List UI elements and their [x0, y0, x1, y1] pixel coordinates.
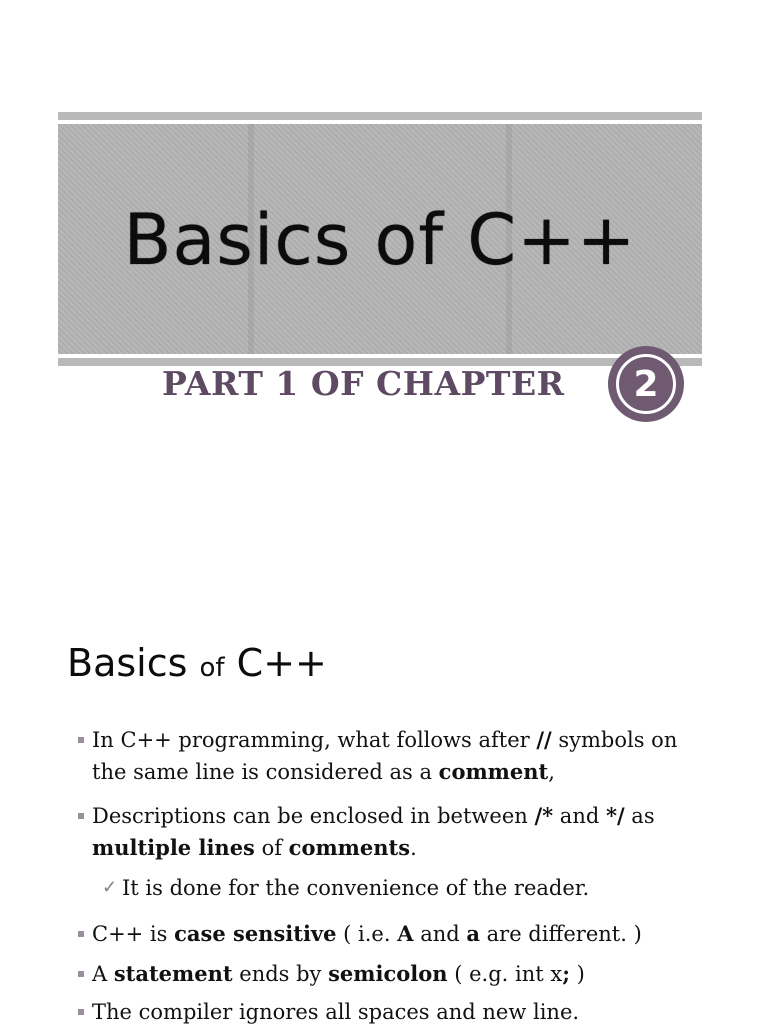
bullet-multiline-comment: [92, 800, 712, 864]
bullet-text: In C++ programming, what follows after: [92, 728, 537, 752]
bullet-text: The compiler ignores all spaces and new line.: [92, 1000, 580, 1024]
sub-bullet-reader: [102, 872, 722, 904]
bullet-case-sensitive: [92, 918, 712, 950]
heading-part-basics: Basics: [67, 641, 188, 685]
bullet-emphasis: case sensitive: [174, 921, 337, 946]
title-band-top-line: [58, 112, 702, 120]
bullet-text: ( e.g. int x: [447, 962, 563, 986]
chapter-number: 2: [616, 354, 676, 414]
bullet-comment: [92, 724, 712, 788]
bullet-text: ,: [548, 760, 555, 784]
bullet-text: ( i.e.: [336, 922, 398, 946]
bullet-text: and: [553, 804, 606, 828]
bullet-emphasis: statement: [113, 961, 233, 986]
bullet-emphasis: /*: [534, 803, 554, 828]
bullet-emphasis: A: [397, 921, 414, 946]
slide-title: Basics of C++: [123, 199, 637, 281]
bullet-emphasis: a: [466, 921, 480, 946]
bullet-emphasis: */: [605, 803, 625, 828]
bullet-text: It is done for the convenience of the reader.: [122, 876, 590, 900]
bullet-emphasis: ;: [562, 961, 570, 986]
bullet-whitespace: [92, 996, 712, 1028]
bullet-text: are different. ): [479, 922, 642, 946]
bullet-text: symbols on the same line is considered as a: [92, 728, 678, 784]
bullet-text: of: [254, 836, 289, 860]
bullet-text: ends by: [232, 962, 329, 986]
content-slide: [0, 600, 768, 1024]
bullet-emphasis: comments: [288, 835, 411, 860]
bullet-emphasis: comment: [438, 759, 549, 784]
bullet-emphasis: //: [536, 727, 552, 752]
slide-subtitle: PART 1 OF CHAPTER: [162, 364, 565, 403]
checkmark-icon: ✓: [102, 877, 118, 898]
bullet-text: Descriptions can be enclosed in between: [92, 804, 535, 828]
heading-part-cpp: C++: [236, 641, 327, 685]
bullet-text: .: [410, 836, 417, 860]
bullet-text: C++ is: [92, 922, 175, 946]
bullet-text: ): [569, 962, 585, 986]
chapter-number-badge: [608, 346, 684, 422]
heading-part-of: of: [199, 653, 225, 683]
bullet-statement: [92, 958, 712, 990]
title-band: [58, 124, 702, 354]
bullet-text: and: [413, 922, 467, 946]
bullet-emphasis: semicolon: [328, 961, 448, 986]
bullet-emphasis: multiple lines: [92, 835, 255, 860]
bullet-text: A: [92, 962, 114, 986]
bullet-text: as: [624, 804, 655, 828]
slide-heading: [67, 640, 327, 691]
